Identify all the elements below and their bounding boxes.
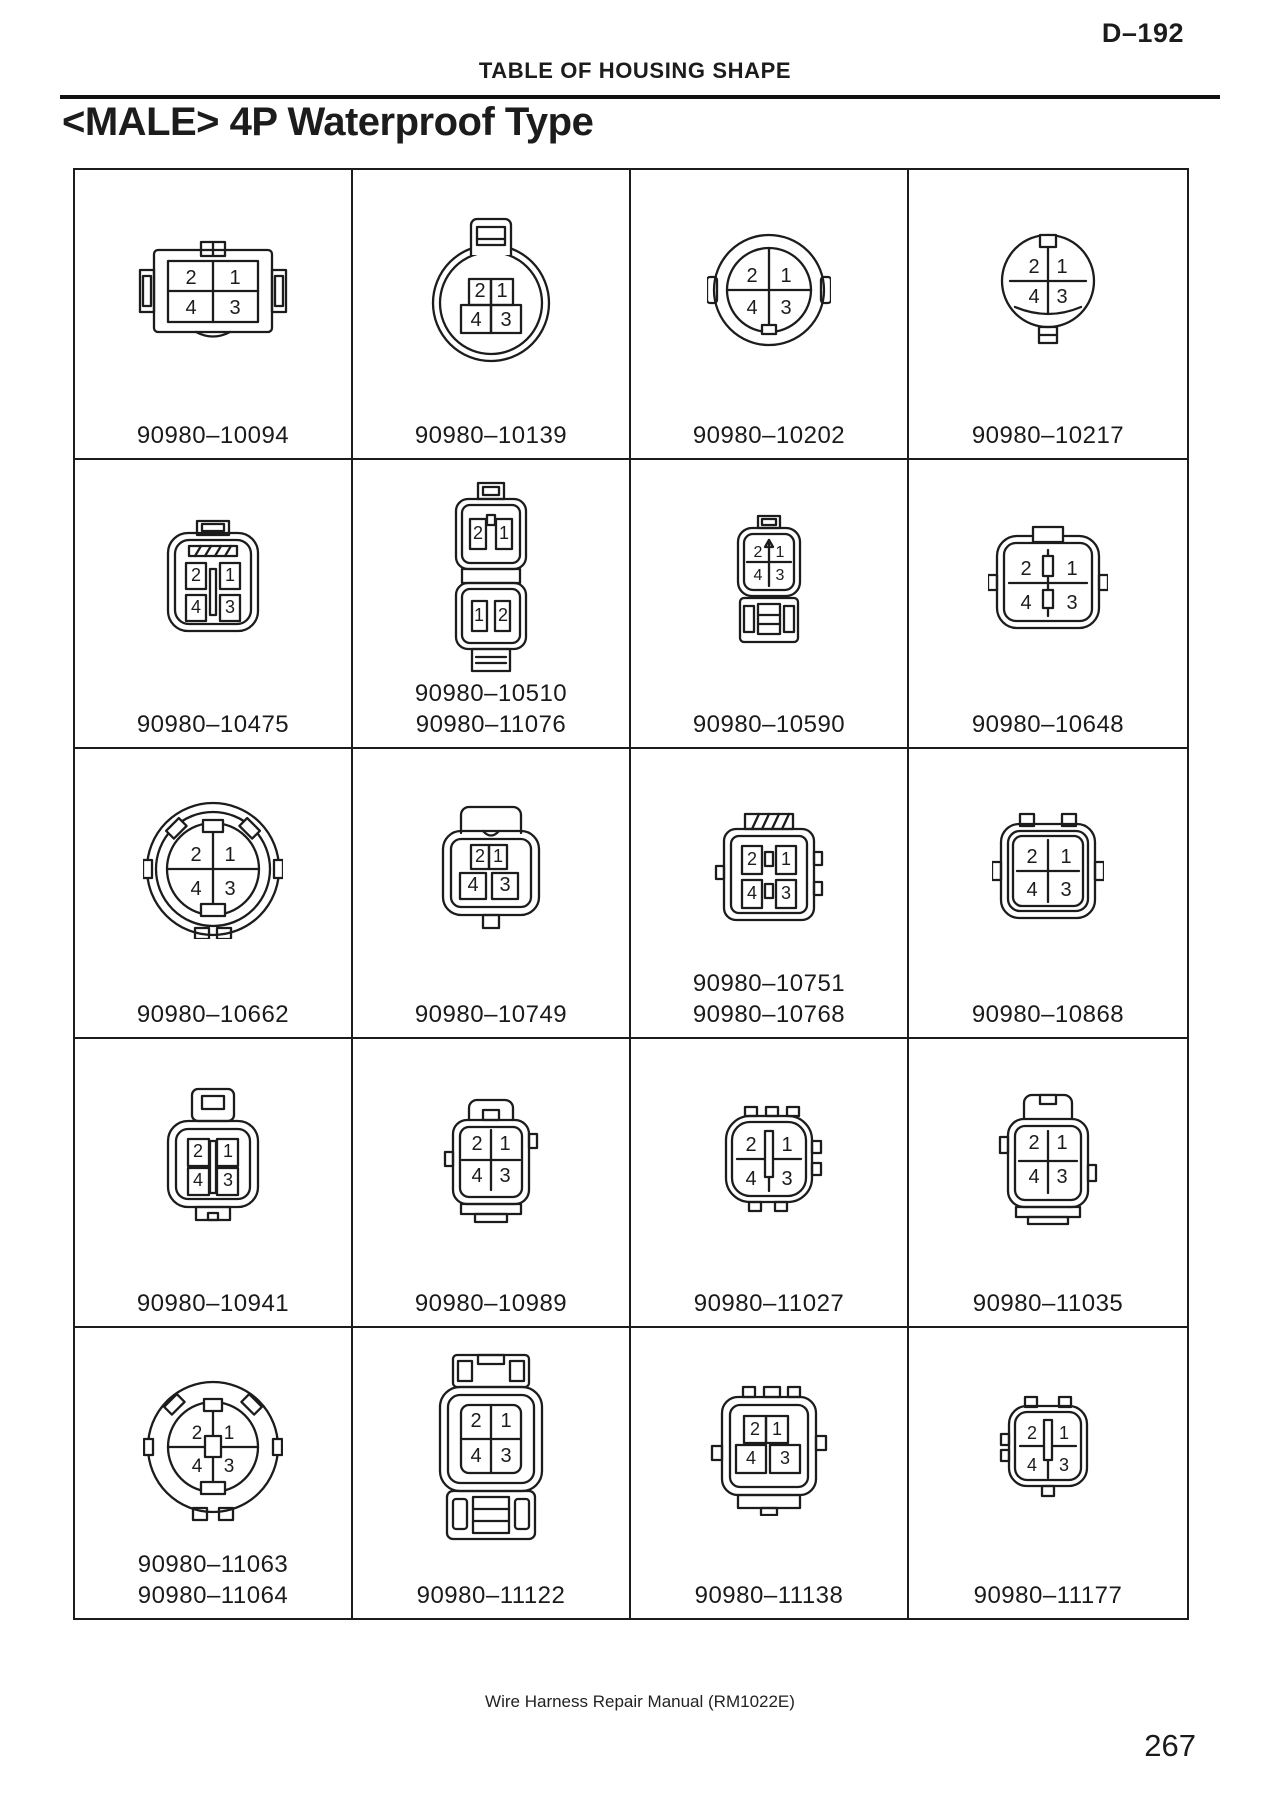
part-number-label bbox=[75, 1549, 351, 1611]
svg-text:2: 2 bbox=[192, 1141, 204, 1162]
connector-diagram bbox=[713, 1103, 825, 1220]
svg-text:3: 3 bbox=[223, 1455, 235, 1477]
svg-text:4: 4 bbox=[192, 1170, 204, 1191]
svg-text:4: 4 bbox=[467, 874, 479, 897]
svg-text:1: 1 bbox=[473, 604, 485, 625]
connector-diagram bbox=[714, 810, 824, 933]
housing-cell-3 bbox=[631, 170, 909, 460]
svg-text:2: 2 bbox=[470, 1409, 482, 1432]
svg-text:2: 2 bbox=[474, 846, 486, 867]
connector-diagram bbox=[138, 240, 288, 345]
svg-text:2: 2 bbox=[746, 849, 758, 870]
svg-text:3: 3 bbox=[1058, 1454, 1070, 1475]
connector-diagram bbox=[998, 225, 1098, 360]
part-number: 90980–10751 bbox=[692, 969, 846, 997]
housing-cell-11 bbox=[631, 749, 909, 1039]
svg-text:1: 1 bbox=[498, 522, 510, 543]
part-number: 90980–11035 bbox=[972, 1290, 1124, 1318]
part-number: 90980–10941 bbox=[136, 1290, 290, 1318]
part-number: 90980–11063 bbox=[137, 1551, 289, 1578]
svg-text:4: 4 bbox=[191, 1455, 203, 1477]
svg-text:2: 2 bbox=[472, 522, 484, 543]
page-header-title: TABLE OF HOUSING SHAPE bbox=[478, 58, 792, 83]
svg-text:3: 3 bbox=[1066, 591, 1078, 614]
part-number: 90980–10475 bbox=[136, 711, 290, 739]
svg-text:3: 3 bbox=[781, 1168, 793, 1191]
part-number-label bbox=[353, 420, 629, 451]
svg-text:2: 2 bbox=[185, 267, 197, 290]
svg-text:4: 4 bbox=[185, 297, 197, 320]
part-number-label bbox=[75, 420, 351, 451]
part-number-label bbox=[909, 420, 1187, 451]
part-number-label bbox=[909, 1288, 1187, 1319]
svg-text:1: 1 bbox=[229, 267, 241, 290]
connector-diagram bbox=[158, 1085, 268, 1238]
svg-text:2: 2 bbox=[753, 543, 763, 561]
svg-text:3: 3 bbox=[229, 297, 241, 320]
housing-cell-16 bbox=[909, 1039, 1187, 1329]
svg-text:3: 3 bbox=[1060, 879, 1072, 902]
svg-text:3: 3 bbox=[224, 878, 236, 901]
part-number: 90980–11177 bbox=[973, 1582, 1123, 1609]
svg-text:1: 1 bbox=[492, 846, 504, 867]
svg-text:2: 2 bbox=[471, 1133, 483, 1156]
svg-text:1: 1 bbox=[1058, 1422, 1070, 1443]
svg-text:3: 3 bbox=[780, 297, 792, 320]
housing-cell-20 bbox=[909, 1328, 1187, 1618]
svg-text:4: 4 bbox=[190, 596, 202, 617]
housing-cell-6 bbox=[353, 460, 631, 750]
svg-text:3: 3 bbox=[500, 309, 512, 332]
svg-text:1: 1 bbox=[780, 265, 792, 288]
svg-text:2: 2 bbox=[474, 280, 486, 303]
svg-text:1: 1 bbox=[781, 1134, 793, 1157]
housing-cell-15 bbox=[631, 1039, 909, 1329]
part-number: 90980–10989 bbox=[414, 1290, 568, 1318]
part-number-label bbox=[631, 709, 907, 740]
svg-text:4: 4 bbox=[1028, 286, 1040, 309]
part-number: 90980–10648 bbox=[971, 711, 1125, 739]
footer-text: Wire Harness Repair Manual (RM1022E) bbox=[485, 1692, 795, 1711]
svg-text:4: 4 bbox=[471, 1165, 483, 1188]
svg-text:3: 3 bbox=[222, 1170, 234, 1191]
svg-text:4: 4 bbox=[1026, 1454, 1038, 1475]
part-number-label bbox=[909, 709, 1187, 740]
svg-text:4: 4 bbox=[746, 297, 758, 320]
svg-text:1: 1 bbox=[496, 280, 508, 303]
svg-text:3: 3 bbox=[224, 596, 236, 617]
svg-text:1: 1 bbox=[1066, 557, 1078, 580]
connector-diagram bbox=[729, 514, 809, 651]
connector-diagram bbox=[441, 1094, 541, 1229]
part-number-label bbox=[353, 1288, 629, 1319]
housing-cell-4 bbox=[909, 170, 1187, 460]
svg-text:3: 3 bbox=[1056, 1166, 1068, 1189]
housing-cell-8 bbox=[909, 460, 1187, 750]
svg-text:4: 4 bbox=[745, 1168, 757, 1191]
svg-text:1: 1 bbox=[1056, 1132, 1068, 1155]
part-number: 90980–11027 bbox=[693, 1290, 845, 1318]
part-number: 90980–10868 bbox=[971, 1000, 1125, 1028]
part-number-label bbox=[75, 999, 351, 1030]
svg-text:3: 3 bbox=[500, 1444, 512, 1467]
svg-text:2: 2 bbox=[745, 1134, 757, 1157]
part-number-label bbox=[75, 1288, 351, 1319]
part-number: 90980–10094 bbox=[136, 421, 290, 449]
connector-diagram bbox=[143, 799, 283, 944]
part-number: 90980–11076 bbox=[415, 711, 567, 739]
part-number-label bbox=[353, 1580, 629, 1611]
svg-text:2: 2 bbox=[1028, 256, 1040, 279]
part-number: 90980–11138 bbox=[694, 1582, 844, 1609]
svg-text:2: 2 bbox=[190, 844, 202, 867]
housing-cell-14 bbox=[353, 1039, 631, 1329]
part-number-label bbox=[909, 1580, 1187, 1611]
housing-cell-7 bbox=[631, 460, 909, 750]
svg-text:2: 2 bbox=[497, 604, 509, 625]
svg-text:1: 1 bbox=[222, 1141, 234, 1162]
connector-diagram bbox=[143, 1377, 283, 1528]
svg-text:3: 3 bbox=[1056, 286, 1068, 309]
housing-cell-5 bbox=[75, 460, 353, 750]
svg-text:1: 1 bbox=[775, 543, 785, 561]
part-number-label bbox=[353, 678, 629, 740]
svg-text:2: 2 bbox=[749, 1418, 761, 1439]
connector-diagram bbox=[992, 812, 1104, 931]
connector-diagram bbox=[707, 230, 831, 355]
part-number-label bbox=[631, 420, 907, 451]
connector-diagram bbox=[998, 1394, 1098, 1511]
housing-cell-12 bbox=[909, 749, 1187, 1039]
housing-cell-10 bbox=[353, 749, 631, 1039]
connector-diagram bbox=[441, 481, 541, 684]
svg-text:2: 2 bbox=[1028, 1132, 1040, 1155]
svg-text:1: 1 bbox=[499, 1133, 511, 1156]
svg-text:1: 1 bbox=[500, 1409, 512, 1432]
part-number-label bbox=[75, 709, 351, 740]
housing-cell-18 bbox=[353, 1328, 631, 1618]
svg-text:4: 4 bbox=[190, 878, 202, 901]
section-title: <MALE> 4P Waterproof Type bbox=[62, 100, 594, 144]
svg-text:2: 2 bbox=[1026, 1422, 1038, 1443]
svg-text:2: 2 bbox=[1026, 846, 1038, 869]
svg-text:3: 3 bbox=[780, 883, 792, 904]
svg-text:3: 3 bbox=[499, 874, 511, 897]
page-number: 267 bbox=[1144, 1728, 1196, 1763]
svg-text:4: 4 bbox=[1020, 591, 1032, 614]
connector-diagram bbox=[709, 1384, 829, 1521]
part-number-label bbox=[909, 999, 1187, 1030]
connector-diagram bbox=[426, 215, 556, 370]
part-number: 90980–10662 bbox=[136, 1000, 290, 1028]
housing-table bbox=[73, 168, 1189, 1620]
svg-text:1: 1 bbox=[1056, 256, 1068, 279]
svg-text:2: 2 bbox=[190, 564, 202, 585]
part-number-label bbox=[631, 968, 907, 1030]
part-number: 90980–11122 bbox=[416, 1582, 566, 1609]
part-number-label bbox=[631, 1288, 907, 1319]
connector-diagram bbox=[431, 801, 551, 942]
doc-reference: D–192 bbox=[1101, 18, 1184, 48]
part-number: 90980–10590 bbox=[692, 711, 846, 739]
header-rule bbox=[60, 95, 1220, 99]
svg-text:4: 4 bbox=[470, 309, 482, 332]
part-number: 90980–10510 bbox=[414, 680, 568, 708]
svg-text:4: 4 bbox=[1028, 1166, 1040, 1189]
part-number: 90980–10768 bbox=[692, 1000, 846, 1028]
svg-text:4: 4 bbox=[746, 883, 758, 904]
part-number: 90980–11064 bbox=[137, 1582, 289, 1609]
svg-text:2: 2 bbox=[191, 1422, 203, 1444]
svg-text:1: 1 bbox=[1060, 846, 1072, 869]
svg-text:1: 1 bbox=[224, 564, 236, 585]
svg-text:3: 3 bbox=[775, 566, 785, 584]
housing-cell-1 bbox=[75, 170, 353, 460]
part-number-label bbox=[353, 999, 629, 1030]
svg-text:4: 4 bbox=[470, 1444, 482, 1467]
svg-text:4: 4 bbox=[753, 566, 763, 584]
svg-text:4: 4 bbox=[1026, 879, 1038, 902]
connector-diagram bbox=[988, 524, 1108, 641]
svg-text:1: 1 bbox=[224, 844, 236, 867]
svg-text:2: 2 bbox=[746, 265, 758, 288]
svg-text:1: 1 bbox=[780, 849, 792, 870]
part-number: 90980–10217 bbox=[971, 421, 1125, 449]
svg-text:4: 4 bbox=[745, 1447, 757, 1468]
part-number-label bbox=[631, 1580, 907, 1611]
svg-text:1: 1 bbox=[771, 1418, 783, 1439]
housing-cell-19 bbox=[631, 1328, 909, 1618]
housing-cell-9 bbox=[75, 749, 353, 1039]
svg-text:1: 1 bbox=[223, 1422, 235, 1444]
part-number: 90980–10202 bbox=[692, 421, 846, 449]
svg-text:2: 2 bbox=[1020, 557, 1032, 580]
housing-cell-2 bbox=[353, 170, 631, 460]
housing-cell-17 bbox=[75, 1328, 353, 1618]
connector-diagram bbox=[426, 1351, 556, 1554]
svg-text:3: 3 bbox=[499, 1165, 511, 1188]
housing-cell-13 bbox=[75, 1039, 353, 1329]
part-number: 90980–10749 bbox=[414, 1000, 568, 1028]
connector-diagram bbox=[998, 1091, 1098, 1232]
svg-text:3: 3 bbox=[779, 1447, 791, 1468]
part-number: 90980–10139 bbox=[414, 421, 568, 449]
connector-diagram bbox=[158, 519, 268, 646]
